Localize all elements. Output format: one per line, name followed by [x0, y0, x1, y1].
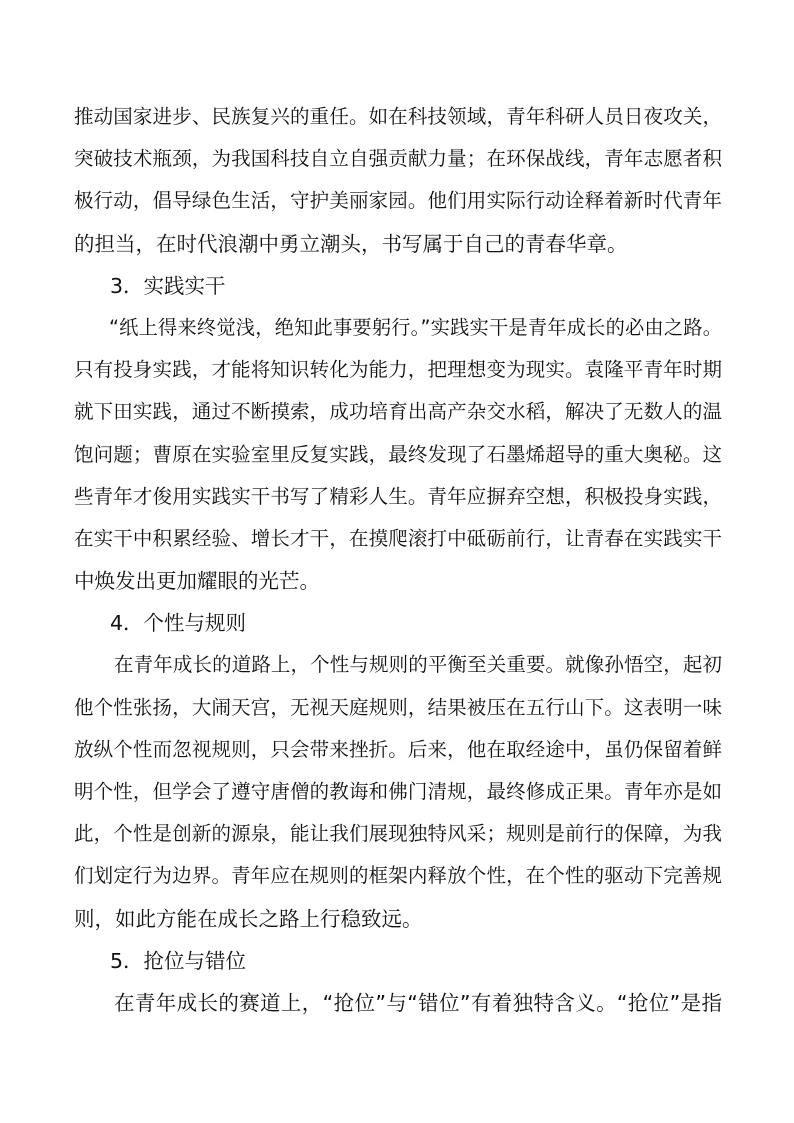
- paragraph-youth-responsibility: [74, 96, 722, 265]
- paragraph-seize-position: [74, 982, 722, 1024]
- text-line: 些青年才俊用实践实干书写了精彩人生。青年应摒弃空想，积极投身实践，: [74, 484, 722, 508]
- paragraph-individuality-rules: [74, 644, 722, 939]
- text-line: 此，个性是创新的源泉，能让我们展现独特风采；规则是前行的保障，为我: [74, 822, 722, 846]
- text-line: 就下田实践，通过不断摸索，成功培育出高产杂交水稻，解决了无数人的温: [74, 400, 722, 424]
- text-line: 的担当，在时代浪潮中勇立潮头，书写属于自己的青春华章。: [74, 231, 628, 256]
- section-heading-3: 3．实践实干: [110, 273, 226, 298]
- paragraph-practice: [74, 307, 722, 602]
- text-line: 在实干中积累经验、增长才干，在摸爬滚打中砥砺前行，让青春在实践实干: [74, 526, 722, 550]
- document-body: [74, 96, 722, 1024]
- text-line: 在青年成长的赛道上，“抢位”与“错位”有着独特含义。“抢位”是指: [114, 990, 722, 1015]
- text-line: “纸上得来终觉浅，绝知此事要躬行。”实践实干是青年成长的必由之路。: [109, 315, 722, 339]
- text-line: 放纵个性而忽视规则，只会带来挫折。后来，他在取经途中，虽仍保留着鲜: [74, 737, 722, 761]
- text-line: 在青年成长的道路上，个性与规则的平衡至关重要。就像孙悟空，起初: [114, 653, 722, 677]
- text-line: 突破技术瓶颈，为我国科技自立自强贡献力量；在环保战线，青年志愿者积: [74, 147, 722, 171]
- text-line: 明个性，但学会了遵守唐僧的教诲和佛门清规，最终修成正果。青年亦是如: [74, 780, 722, 803]
- text-line: 只有投身实践，才能将知识转化为能力，把理想变为现实。袁隆平青年时期: [74, 358, 722, 382]
- text-line: 饱问题；曹原在实验室里反复实践，最终发现了石墨烯超导的重大奥秘。这: [74, 442, 722, 466]
- text-line: 则，如此方能在成长之路上行稳致远。: [74, 906, 423, 931]
- text-line: 推动国家进步、民族复兴的重任。如在科技领域，青年科研人员日夜攻关，: [74, 105, 722, 128]
- text-line: 极行动，倡导绿色生活，守护美丽家园。他们用实际行动诠释着新时代青年: [74, 189, 722, 213]
- text-line: 中焕发出更加耀眼的光芒。: [74, 569, 320, 594]
- text-line: 们划定行为边界。青年应在规则的框架内释放个性，在个性的驱动下完善规: [74, 864, 722, 888]
- section-heading-4: 4．个性与规则: [110, 611, 247, 636]
- text-line: 他个性张扬，大闹天宫，无视天庭规则，结果被压在五行山下。这表明一味: [74, 695, 722, 719]
- section-heading-5: 5．抢位与错位: [110, 948, 247, 973]
